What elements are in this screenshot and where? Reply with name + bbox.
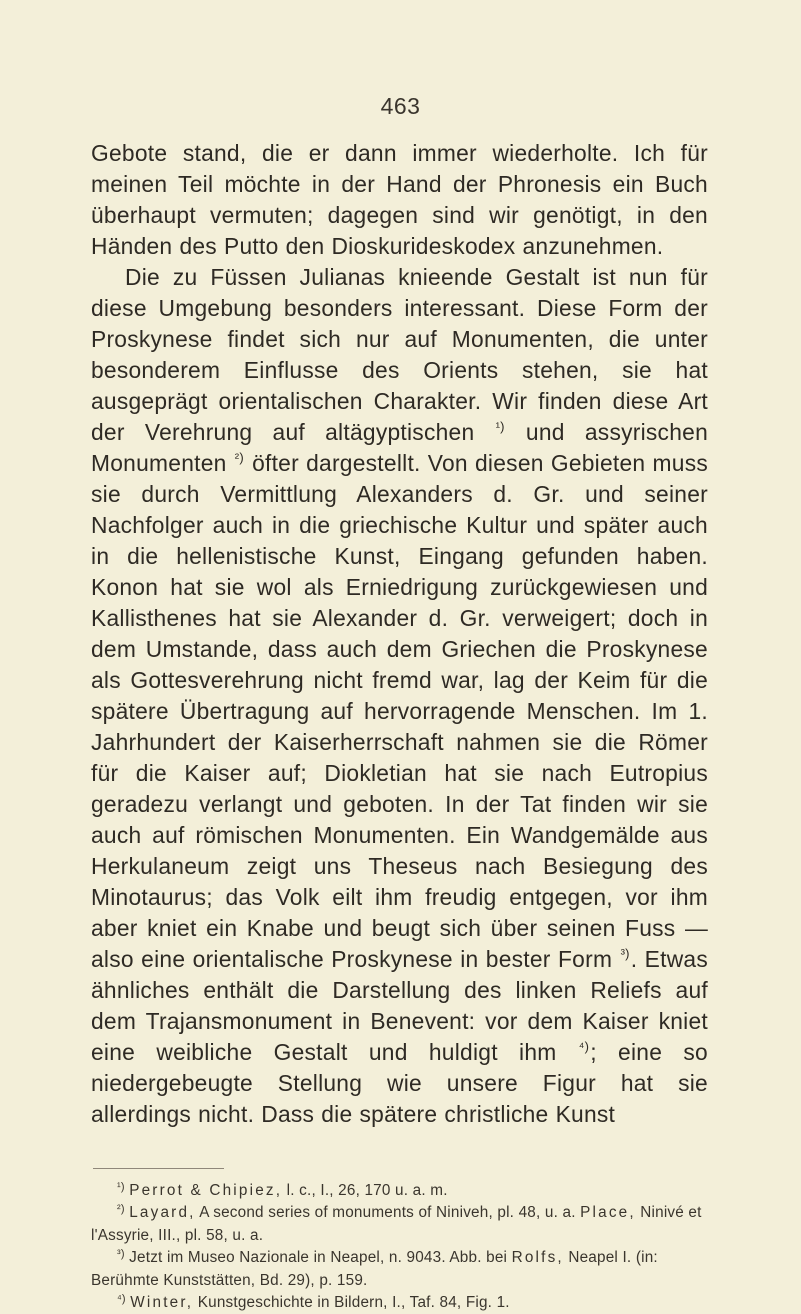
- paragraph-text: Gebote stand, die er dann immer wiederholte. Ich für meinen Teil möchte in der Hand der Phronesis ein Buch überhaupt vermuten; dagegen sind wir genötigt, in den Händen des Putto den Dioskurideskodex anzunehmen.: [91, 140, 708, 259]
- footnote-4: [91, 1292, 708, 1314]
- footnote-text: A second series of monuments of Niniveh, pl. 48, u. a.: [195, 1204, 576, 1222]
- footnote-text: Kunstgeschichte in Bildern, I., Taf. 84, Fig. 1.: [193, 1294, 510, 1312]
- footnote-author: Place,: [580, 1204, 636, 1222]
- paragraph: [91, 138, 708, 262]
- page-number: 463: [380, 93, 421, 119]
- paragraph-text: öfter dargestellt. Von diesen Gebieten muss sie durch Vermittlung Alexanders d. Gr. und seiner Nachfolger auch in die griechische Kultur und später auch in die hellenistische Kunst, Eingang gefunden haben. Konon hat sie wol als Erniedrigung zurückgewiesen und Kallisthenes hat sie Alexander d. Gr. verweigert; doch in dem Umstande, dass auch dem Griechen die Proskynese als Gottesverehrung nicht fremd war, lag der Keim für die spätere Übertragung auf hervorragende Menschen. Im 1. Jahrhundert der Kaiserherrschaft nahmen sie die Römer für die Kaiser auf; Diokletian hat sie nach Eutropius geradezu verlangt und geboten. In der Tat finden wir sie auch auf römischen Monumenten. Ein Wandgemälde aus Herkulaneum zeigt uns Theseus nach Besiegung des Minotaurus; das Volk eilt ihm freudig entgegen, vor ihm aber kniet ein Knabe und beugt sich über seinen Fuss — also eine orientalische Proskynese in bester Form: [91, 450, 708, 972]
- paragraph-text: und assyrischen Monumenten: [91, 419, 708, 476]
- footnote-text: Ninivé et l'Assyrie, III., pl. 58, u. a.: [91, 1204, 702, 1244]
- footnote-mark: ³): [117, 1248, 125, 1261]
- footnote-author: Perrot & Chipiez,: [129, 1182, 283, 1199]
- footnote-3: [91, 1247, 708, 1292]
- footnote-author: Rolfs,: [511, 1249, 564, 1267]
- footnote-ref-2[interactable]: ²): [234, 450, 244, 465]
- footnote-text: l. c., I., 26, 170 u. a. m.: [282, 1182, 448, 1199]
- footnote-separator: [93, 1168, 224, 1169]
- footnote-1: [91, 1180, 708, 1202]
- paragraph-text: ; eine so niedergebeugte Stellung wie unsere Figur hat sie allerdings nicht. Dass die spätere christliche Kunst: [91, 1039, 708, 1127]
- footnote-author: Layard,: [129, 1204, 196, 1222]
- footnote-text: Neapel I. (in: Berühmte Kunststätten, Bd. 29), p. 159.: [91, 1249, 658, 1289]
- footnote-author: Winter,: [130, 1294, 194, 1312]
- footnote-ref-1[interactable]: ¹): [495, 419, 505, 434]
- paragraph-text: Die zu Füssen Julianas knieende Gestalt ist nun für diese Umgebung besonders interessant. Diese Form der Proskynese findet sich nur auf Monumenten, die unter besonderem Einflusse des Orients stehen, sie hat ausgeprägt orientalischen Charakter. Wir finden diese Art der Verehrung auf altägyptischen: [91, 264, 708, 445]
- footnote-ref-3[interactable]: ³): [620, 946, 630, 961]
- paragraph-text: . Etwas ähnliches enthält die Darstellung des linken Reliefs auf dem Trajansmonument in Benevent: vor dem Kaiser kniet eine weibliche Gestalt und huldigt ihm: [91, 946, 709, 1065]
- footnotes: [91, 1180, 708, 1314]
- paragraph: [91, 262, 708, 1130]
- footnote-ref-4[interactable]: ⁴): [578, 1039, 590, 1054]
- body-text: [91, 138, 708, 1130]
- footnote-mark: ¹): [117, 1181, 125, 1193]
- footnote-2: [91, 1202, 708, 1247]
- footnote-text: Jetzt im Museo Nazionale in Neapel, n. 9043. Abb. bei: [124, 1249, 512, 1267]
- footnote-mark: ⁴): [117, 1293, 126, 1306]
- footnote-mark: ²): [117, 1203, 125, 1216]
